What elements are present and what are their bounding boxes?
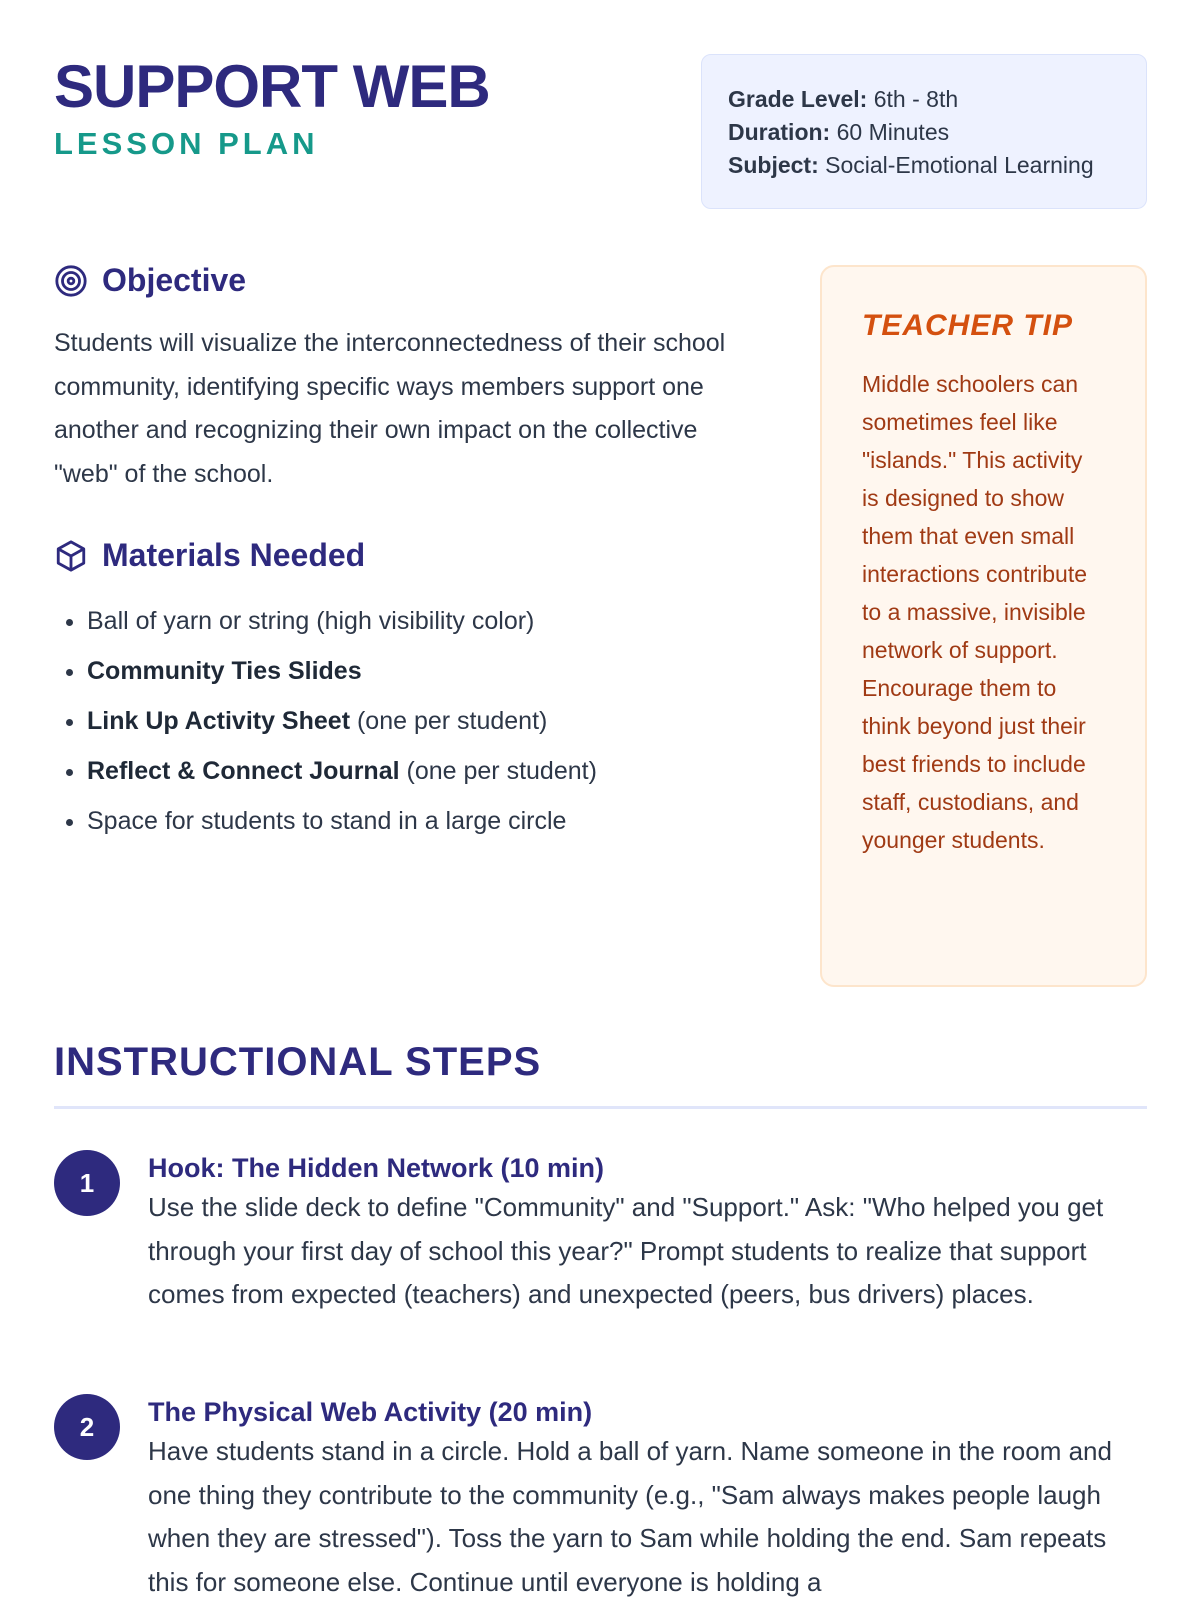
materials-heading: Materials Needed	[54, 537, 365, 574]
divider	[54, 1106, 1147, 1109]
meta-grade: Grade Level: 6th - 8th	[728, 86, 959, 112]
teacher-tip-text: Middle schoolers can sometimes feel like "islands." This activity is designed to show them that even small interactions contribute to a massive, invisible network of support. Encourage them to think beyond just their best friends to include staff, custodians, and younger students.	[862, 371, 1088, 853]
step-title: Hook: The Hidden Network (10 min)	[148, 1153, 605, 1183]
step-number-badge: 1	[54, 1150, 120, 1216]
list-item: • Link Up Activity Sheet (one per student)	[87, 696, 597, 746]
step-number-badge: 2	[54, 1394, 120, 1460]
meta-duration: Duration: 60 Minutes	[728, 119, 950, 145]
list-item: • Space for students to stand in a large circle	[87, 796, 597, 846]
list-item: • Ball of yarn or string (high visibility color)	[87, 596, 597, 646]
meta-subject: Subject: Social-Emotional Learning	[728, 152, 1094, 178]
teacher-tip-box	[820, 265, 1147, 987]
target-icon	[54, 264, 88, 298]
step-title: The Physical Web Activity (20 min)	[148, 1397, 593, 1427]
step-text: Have students stand in a circle. Hold a ball of yarn. Name someone in the room and one thing they contribute to the community (e.g., "Sam always makes people laugh when they are stressed"). Toss the yarn to Sam while holding the end. Sam repeats this for someone else. Continue until everyone is holding a	[148, 1436, 1112, 1597]
page-title: SUPPORT WEB	[54, 53, 490, 120]
step-text: Use the slide deck to define "Community" and "Support." Ask: "Who helped you get through your first day of school this year?" Prompt students to realize that support comes from expected (teachers) and unexpected (peers, bus drivers) places.	[148, 1192, 1104, 1309]
list-item: • Community Ties Slides	[87, 646, 597, 696]
lesson-meta-box	[701, 54, 1147, 209]
objective-text: Students will visualize the interconnectedness of their school community, identifying specific ways members support one another and recognizing their own impact on the collective "web" of the school.	[54, 329, 726, 488]
cube-icon	[54, 539, 88, 573]
materials-list	[54, 596, 597, 846]
list-item: • Reflect & Connect Journal (one per student)	[87, 746, 597, 796]
page-subtitle: LESSON PLAN	[54, 126, 319, 161]
steps-heading: INSTRUCTIONAL STEPS	[54, 1040, 542, 1084]
teacher-tip-title: TEACHER TIP	[862, 309, 1074, 342]
objective-heading: Objective	[54, 262, 246, 299]
